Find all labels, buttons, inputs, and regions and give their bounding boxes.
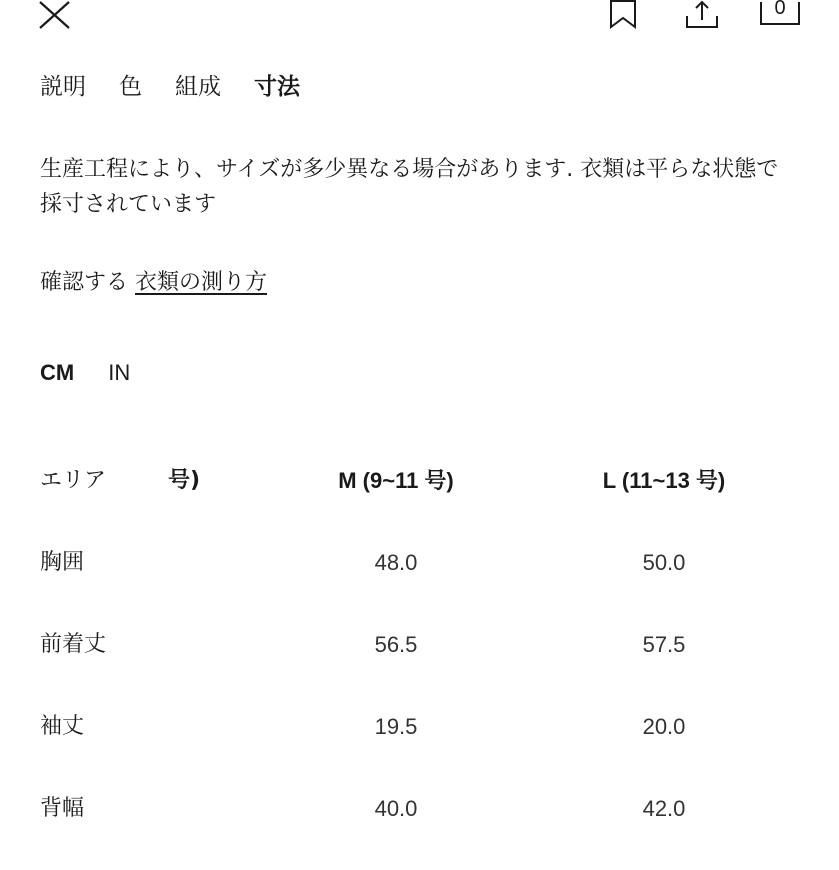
cart-button[interactable] [760, 0, 800, 26]
row-value-m: 19.5 [374, 714, 418, 739]
bookmark-icon[interactable] [608, 0, 638, 30]
tab-dimensions[interactable]: 寸法 [254, 74, 300, 100]
row-label: 袖丈 [40, 714, 85, 739]
measure-guide [40, 266, 267, 300]
measurement-note: 生産工程により、サイズが多少異なる場合があります. 衣類は平らな状態で採寸されています [40, 157, 779, 217]
tab-color[interactable]: 色 [119, 74, 142, 100]
row-value-m: 40.0 [374, 796, 418, 821]
how-to-measure-link[interactable]: 衣類の測り方 [135, 270, 268, 295]
unit-toggle [40, 357, 164, 389]
row-value-m: 56.5 [374, 632, 418, 657]
size-header-m: M (9~11 号) [338, 468, 454, 493]
cart-count: 0 [774, 0, 786, 19]
row-label: 前着丈 [40, 632, 107, 657]
size-header-l: L (11~13 号) [602, 468, 726, 493]
clipped-size-header: 号) [168, 468, 201, 493]
tab-composition[interactable]: 組成 [175, 74, 221, 100]
row-value-l: 42.0 [642, 796, 686, 821]
size-table [0, 460, 839, 870]
area-header: エリア [40, 468, 107, 493]
row-value-l: 20.0 [642, 714, 686, 739]
row-value-l: 50.0 [642, 550, 686, 575]
unit-cm[interactable]: CM [40, 360, 75, 385]
table-row [0, 542, 839, 624]
table-row [0, 788, 839, 870]
table-row [0, 624, 839, 706]
unit-in[interactable]: IN [108, 360, 131, 385]
row-value-l: 57.5 [642, 632, 686, 657]
row-label: 背幅 [40, 796, 85, 821]
row-value-m: 48.0 [374, 550, 418, 575]
close-icon[interactable] [38, 0, 72, 30]
guide-prefix: 確認する [40, 270, 129, 295]
tab-description[interactable]: 説明 [40, 74, 86, 100]
table-header-row [0, 460, 839, 542]
row-label: 胸囲 [40, 550, 85, 575]
table-row [0, 706, 839, 788]
detail-tabs [40, 70, 333, 104]
share-icon[interactable] [684, 0, 720, 30]
